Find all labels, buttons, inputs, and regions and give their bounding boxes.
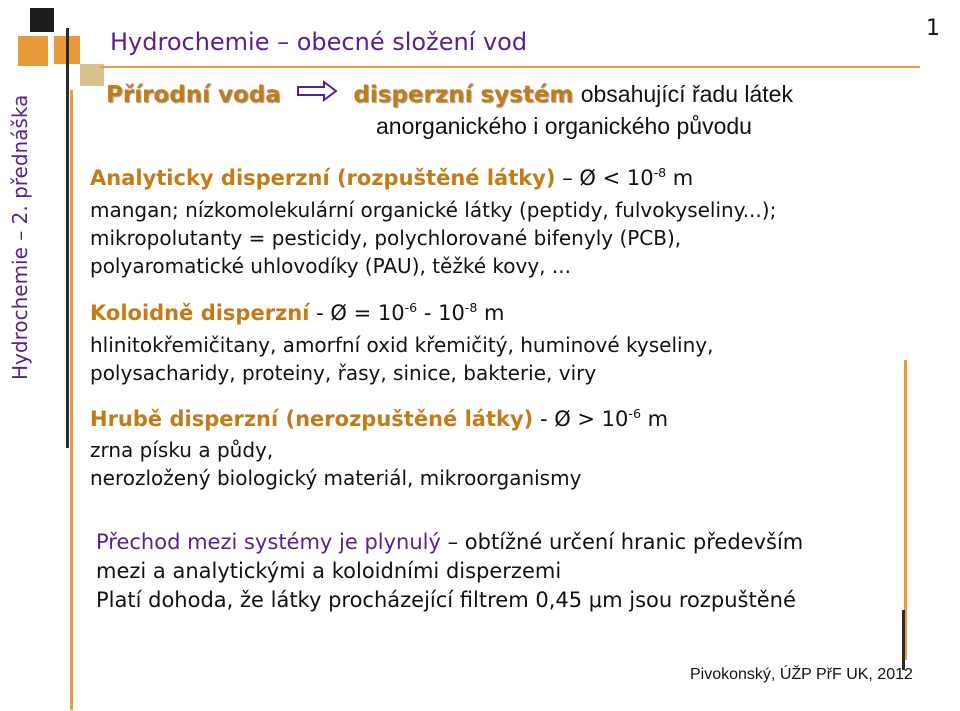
analytic-size: – Ø < $10^{-8}$ m bbox=[562, 165, 694, 190]
colloid-heading-row bbox=[90, 300, 505, 325]
analytic-text-2: mikropolutanty = pesticidy, polychlorované bifenyly (PCB), bbox=[90, 226, 682, 250]
coarse-text-1: zrna písku a půdy, bbox=[90, 438, 274, 462]
decor-rule bbox=[66, 28, 69, 448]
decor-rule bbox=[902, 610, 905, 670]
footer-credit: Pivokonský, ÚŽP PřF UK, 2012 bbox=[690, 666, 913, 683]
transition-line-1 bbox=[96, 530, 803, 554]
coarse-heading: Hrubě disperzní (nerozpuštěné látky) bbox=[90, 407, 534, 431]
colloid-text-1: hlinitokřemičitany, amorfní oxid křemičitý, huminové kyseliny, bbox=[90, 333, 714, 357]
decor-square-dark bbox=[30, 8, 54, 32]
analytic-text-3: polyaromatické uhlovodíky (PAU), těžké kovy, ... bbox=[90, 254, 571, 278]
analytic-heading-row bbox=[90, 165, 693, 190]
coarse-text-2: nerozložený biologický materiál, mikroorganismy bbox=[90, 466, 582, 490]
intro-rest: obsahující řadu látek bbox=[580, 81, 793, 107]
slide-title: Hydrochemie – obecné složení vod bbox=[110, 28, 528, 56]
analytic-text-1: mangan; nízkomolekulární organické látky (peptidy, fulvokyseliny...); bbox=[90, 198, 777, 222]
colloid-heading: Koloidně disperzní bbox=[90, 301, 310, 325]
slide-number: 1 bbox=[926, 16, 940, 41]
intro-line-2: anorganického i organického původu bbox=[376, 113, 752, 139]
coarse-heading-row bbox=[90, 406, 668, 431]
natural-water-term: Přírodní voda bbox=[106, 82, 281, 108]
right-arrow-icon bbox=[296, 80, 338, 108]
transition-rest: – obtížné určení hranic především bbox=[440, 530, 804, 554]
transition-line-2: mezi a analytickými a koloidními disperzemi bbox=[96, 559, 562, 583]
intro-line bbox=[106, 80, 793, 108]
transition-emphasis: Přechod mezi systémy je plynulý bbox=[96, 530, 441, 554]
title-underline bbox=[100, 66, 920, 68]
colloid-size: - Ø = $10^{-6} - 10^{-8}$ m bbox=[316, 300, 505, 325]
transition-line-3: Platí dohoda, že látky procházející filtrem 0,45 μm jsou rozpuštěné bbox=[96, 588, 796, 612]
lecture-side-label: Hydrochemie – 2. přednáška bbox=[8, 94, 32, 380]
colloid-text-2: polysacharidy, proteiny, řasy, sinice, bakterie, viry bbox=[90, 361, 597, 385]
decor-rule bbox=[70, 90, 73, 710]
coarse-size: - Ø > $10^{-6}$ m bbox=[539, 406, 669, 431]
analytic-heading: Analyticky disperzní (rozpuštěné látky) bbox=[90, 166, 556, 190]
decor-square-orange bbox=[18, 36, 48, 66]
disperse-system-term: disperzní systém bbox=[353, 82, 574, 108]
